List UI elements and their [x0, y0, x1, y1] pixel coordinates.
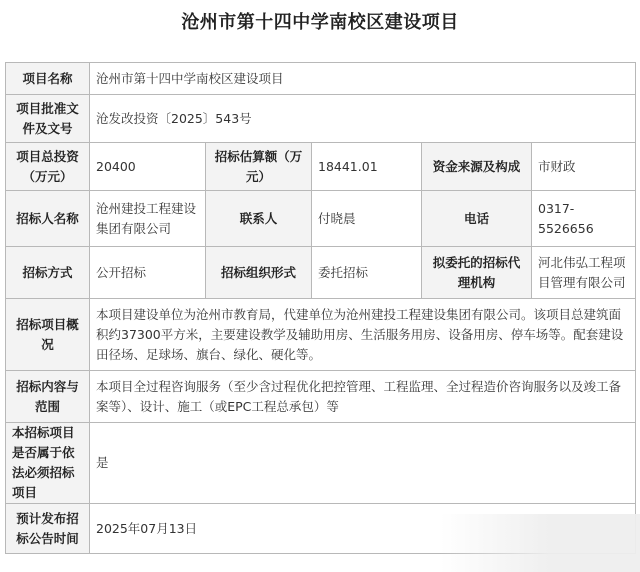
row-tenderer [6, 191, 636, 247]
mandatory-label: 本招标项目是否属于依法必须招标项目 [6, 423, 90, 504]
row-publish-date [6, 504, 636, 554]
overview-label: 招标项目概况 [6, 299, 90, 371]
project-name-label: 项目名称 [6, 63, 90, 95]
contact-value: 付晓晨 [312, 191, 422, 247]
phone-label: 电话 [422, 191, 532, 247]
phone-value: 0317-5526656 [532, 191, 636, 247]
project-info-table [5, 62, 636, 554]
estimate-label: 招标估算额（万元） [206, 143, 312, 191]
row-overview [6, 299, 636, 371]
contact-label: 联系人 [206, 191, 312, 247]
publish-date-value: 2025年07月13日 [90, 504, 636, 554]
investment-label: 项目总投资（万元） [6, 143, 90, 191]
row-mandatory [6, 423, 636, 504]
row-project-name [6, 63, 636, 95]
mandatory-value: 是 [90, 423, 636, 504]
approval-doc-label: 项目批准文件及文号 [6, 95, 90, 143]
funding-label: 资金来源及构成 [422, 143, 532, 191]
approval-doc-value: 沧发改投资〔2025〕543号 [90, 95, 636, 143]
method-label: 招标方式 [6, 247, 90, 299]
row-investment [6, 143, 636, 191]
funding-value: 市财政 [532, 143, 636, 191]
project-name-value: 沧州市第十四中学南校区建设项目 [90, 63, 636, 95]
row-approval-doc [6, 95, 636, 143]
scope-label: 招标内容与范围 [6, 371, 90, 423]
agent-value: 河北伟弘工程项目管理有限公司 [532, 247, 636, 299]
method-value: 公开招标 [90, 247, 206, 299]
tenderer-label: 招标人名称 [6, 191, 90, 247]
org-form-label: 招标组织形式 [206, 247, 312, 299]
page-title: 沧州市第十四中学南校区建设项目 [181, 12, 459, 33]
investment-value: 20400 [90, 143, 206, 191]
scope-value: 本项目全过程咨询服务（至少含过程优化把控管理、工程监理、全过程造价咨询服务以及竣工备案等）、设计、施工（或EPC工程总承包）等 [90, 371, 636, 423]
publish-date-label: 预计发布招标公告时间 [6, 504, 90, 554]
org-form-value: 委托招标 [312, 247, 422, 299]
overview-value: 本项目建设单位为沧州市教育局，代建单位为沧州建投工程建设集团有限公司。该项目总建筑面积约37300平方米，主要建设教学及辅助用房、生活服务用房、设备用房、停车场等。配套建设田径场、足球场、旗台、绿化、硬化等。 [90, 299, 636, 371]
row-scope [6, 371, 636, 423]
estimate-value: 18441.01 [312, 143, 422, 191]
row-method [6, 247, 636, 299]
agent-label: 拟委托的招标代理机构 [422, 247, 532, 299]
tenderer-value: 沧州建投工程建设集团有限公司 [90, 191, 206, 247]
